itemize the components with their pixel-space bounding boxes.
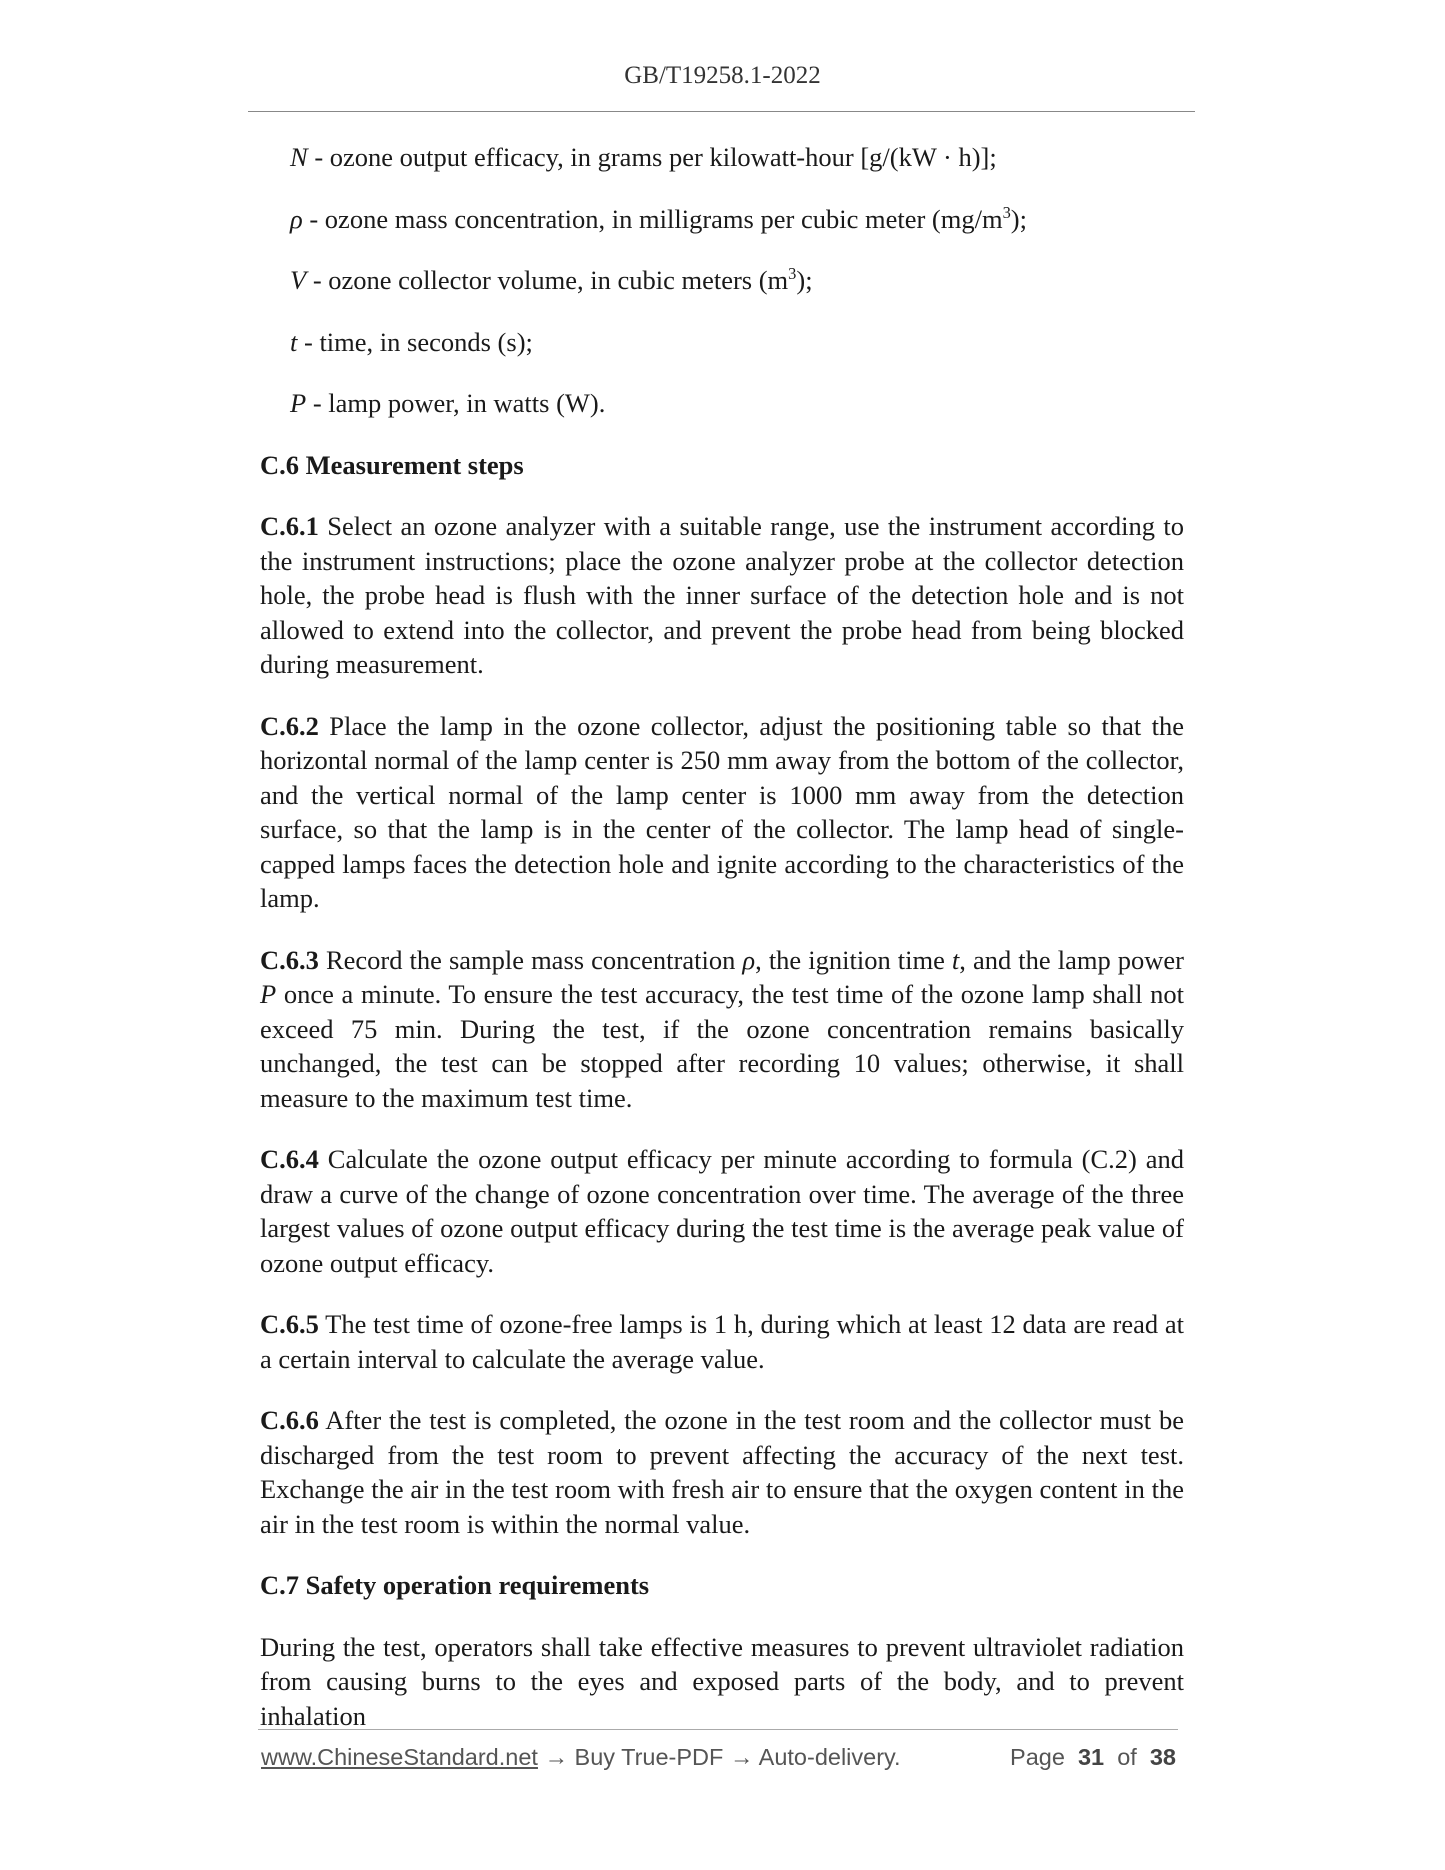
arrow-right-icon: → bbox=[537, 1744, 575, 1770]
clause-c6-4 bbox=[260, 1142, 1184, 1280]
current-page-number: 31 bbox=[1077, 1744, 1105, 1770]
symbol-description: - ozone mass concentration, in milligrams per cubic meter (mg/m bbox=[302, 203, 1003, 234]
variable-t: t bbox=[951, 944, 960, 975]
clause-c6-6 bbox=[260, 1403, 1184, 1541]
variable-p: P bbox=[260, 979, 277, 1009]
symbol-definition-v bbox=[290, 263, 1184, 298]
superscript: 3 bbox=[1002, 202, 1011, 222]
clause-text: Calculate the ozone output efficacy per minute according to formula (C.2) and draw a curve of the change of ozone concentration over time. The average of the three largest values of ozone output efficacy during the test time is the average peak value of ozone output efficacy. bbox=[260, 1144, 1184, 1278]
clause-number: C.6.6 bbox=[260, 1405, 319, 1435]
clause-text: , and the lamp power bbox=[959, 944, 1184, 975]
clause-c6-5 bbox=[260, 1307, 1184, 1376]
clause-c6-3 bbox=[260, 943, 1184, 1116]
buy-true-pdf-link[interactable]: Buy True-PDF bbox=[574, 1744, 724, 1770]
symbol-description: - time, in seconds (s); bbox=[297, 326, 533, 357]
clause-number: C.6.2 bbox=[260, 710, 319, 741]
symbol-description-tail: ); bbox=[1010, 203, 1027, 234]
clause-c6-2 bbox=[260, 709, 1184, 916]
page-indicator bbox=[1010, 1744, 1176, 1771]
symbol-definition-n bbox=[290, 140, 1184, 175]
symbol: N bbox=[290, 142, 308, 172]
symbol: P bbox=[290, 388, 307, 418]
variable-rho: ρ bbox=[742, 944, 756, 975]
clause-text: Place the lamp in the ozone collector, adjust the positioning table so that the horizontal normal of the lamp center is 250 mm away from the bottom of the collector, and the vertical normal of the lamp center is 1000 mm away from the detection surface, so that the lamp is in the center of the collector. The lamp head of single-capped lamps faces the detection hole and ignite according to the characteristics of the lamp. bbox=[260, 710, 1184, 913]
clause-number: C.6.1 bbox=[260, 511, 319, 541]
clause-text: once a minute. To ensure the test accuracy, the test time of the ozone lamp shall not exceed 75 min. During the test, if the ozone concentration remains basically unchanged, the test can be stopped after recording 10 values; otherwise, it shall measure to the maximum test time. bbox=[260, 979, 1184, 1113]
symbol: ρ bbox=[290, 203, 303, 234]
symbol-description: - ozone collector volume, in cubic meters (m bbox=[306, 265, 789, 295]
clause-number: C.6.5 bbox=[260, 1309, 319, 1339]
page-content bbox=[260, 140, 1184, 1760]
clause-text: Record the sample mass concentration bbox=[318, 944, 743, 975]
symbol-description-tail: ); bbox=[796, 265, 813, 295]
of-label: of bbox=[1117, 1744, 1137, 1770]
superscript: 3 bbox=[788, 264, 797, 284]
section-heading-c7: C.7 Safety operation requirements bbox=[260, 1570, 650, 1600]
symbol-description: - ozone output efficacy, in grams per kilowatt-hour [g/(kW · h)]; bbox=[307, 142, 997, 172]
header-divider bbox=[248, 111, 1195, 112]
clause-number: C.6.4 bbox=[260, 1144, 319, 1174]
symbol: t bbox=[290, 326, 298, 357]
document-code: GB/T19258.1-2022 bbox=[624, 62, 821, 89]
symbol-definition-p bbox=[290, 386, 1184, 421]
total-pages-number: 38 bbox=[1149, 1744, 1176, 1770]
page-footer bbox=[261, 1744, 1178, 1771]
auto-delivery-text: Auto-delivery. bbox=[758, 1744, 901, 1770]
clause-number: C.6.3 bbox=[260, 944, 319, 975]
clause-text: After the test is completed, the ozone in the test room and the collector must be discharged from the test room to prevent affecting the accuracy of the next test. Exchange the air in the test room with fresh air to ensure that the oxygen content in the air in the test room is within the normal value. bbox=[260, 1405, 1184, 1539]
website-link[interactable]: www.ChineseStandard.net bbox=[261, 1744, 538, 1770]
symbol-description: - lamp power, in watts (W). bbox=[306, 388, 606, 418]
clause-text: The test time of ozone-free lamps is 1 h, during which at least 12 data are read at a certain interval to calculate the average value. bbox=[260, 1309, 1184, 1374]
arrow-right-icon: → bbox=[723, 1744, 759, 1770]
symbol: V bbox=[290, 265, 307, 295]
clause-c6-1 bbox=[260, 509, 1184, 682]
clause-text: , the ignition time bbox=[755, 944, 952, 975]
page-label: Page bbox=[1010, 1744, 1065, 1770]
page-header bbox=[0, 62, 1445, 90]
footer-divider bbox=[258, 1729, 1178, 1730]
section-heading-c6: C.6 Measurement steps bbox=[260, 449, 524, 480]
symbol-definition-rho bbox=[290, 202, 1184, 237]
clause-c7-body: During the test, operators shall take effective measures to prevent ultraviolet radiation from causing burns to the eyes and exposed parts of the body, and to prevent inhalation bbox=[260, 1631, 1184, 1731]
symbol-definition-t bbox=[290, 325, 1184, 360]
clause-text: Select an ozone analyzer with a suitable range, use the instrument according to the instrument instructions; place the ozone analyzer probe at the collector detection hole, the probe head is flush with the inner surface of the detection hole and is not allowed to extend into the collector, and prevent the probe head from being blocked during measurement. bbox=[260, 511, 1184, 679]
